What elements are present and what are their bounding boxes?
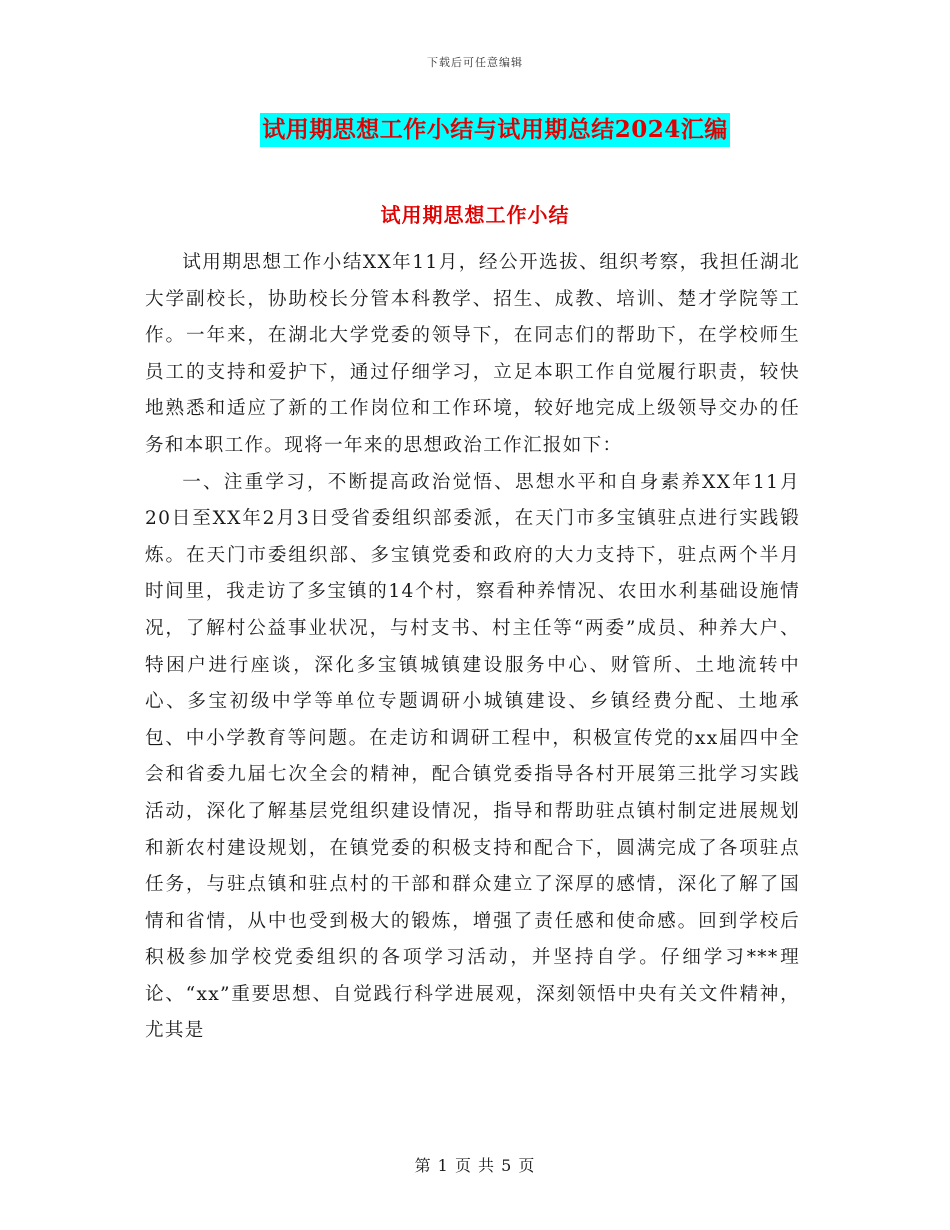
document-body	[145, 245, 800, 1050]
header-note: 下载后可任意编辑	[427, 56, 523, 69]
document-title: 试用期思想工作小结与试用期总结2024汇编	[260, 113, 730, 147]
document-title-container	[0, 113, 950, 147]
body-paragraph-1: 试用期思想工作小结XX年11月，经公开选拔、组织考察，我担任湖北大学副校长，协助校长分管本科教学、招生、成教、培训、楚才学院等工作。一年来，在湖北大学党委的领导下，在同志们的帮助下，在学校师生员工的支持和爱护下，通过仔细学习，立足本职工作自觉履行职责，较快地熟悉和适应了新的工作岗位和工作环境，较好地完成上级领导交办的任务和本职工作。现将一年来的思想政治工作汇报如下：	[145, 252, 800, 456]
section-title: 试用期思想工作小结	[380, 203, 570, 227]
page-number-footer: 第 1 页 共 5 页	[414, 1156, 536, 1175]
body-paragraph-2: 一、注重学习，不断提高政治觉悟、思想水平和自身素养XX年11月20日至XX年2月3日受省委组织部委派，在天门市多宝镇驻点进行实践锻炼。在天门市委组织部、多宝镇党委和政府的大力支持下，驻点两个半月时间里，我走访了多宝镇的14个村，察看种养情况、农田水利基础设施情况，了解村公益事业状况，与村支书、村主任等“两委”成员、种养大户、特困户进行座谈，深化多宝镇城镇建设服务中心、财管所、土地流转中心、多宝初级中学等单位专题调研小城镇建设、乡镇经费分配、土地承包、中小学教育等问题。在走访和调研工程中，积极宣传党的xx届四中全会和省委九届七次全会的精神，配合镇党委指导各村开展第三批学习实践活动，深化了解基层党组织建设情况，指导和帮助驻点镇村制定进展规划和新农村建设规划，在镇党委的积极支持和配合下，圆满完成了各项驻点任务，与驻点镇和驻点村的干部和群众建立了深厚的感情，深化了解了国情和省情，从中也受到极大的锻炼，增强了责任感和使命感。回到学校后积极参加学校党委组织的各项学习活动，并坚持自学。仔细学习***理论、“xx”重要思想、自觉践行科学进展观，深刻领悟中央有关文件精神，尤其是	[145, 471, 800, 1042]
